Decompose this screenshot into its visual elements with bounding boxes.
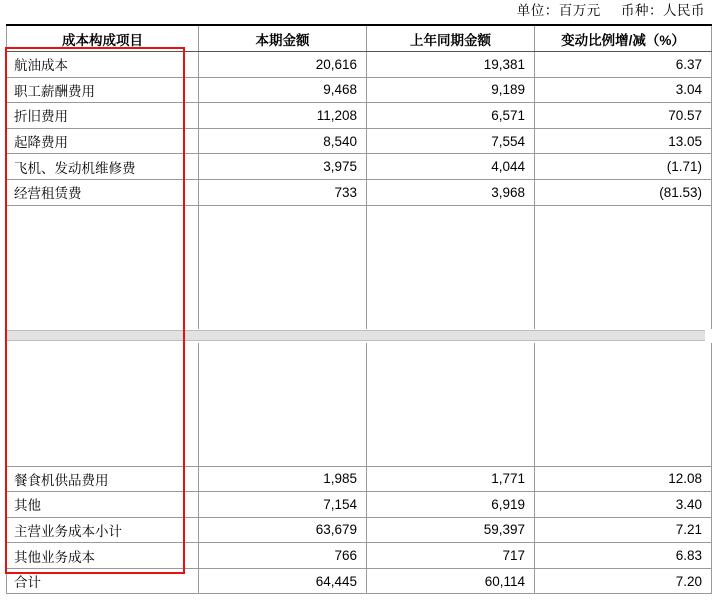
cell-prior: 7,554 [367,128,535,154]
cell-change: 13.05 [535,128,712,154]
cell-prior: 60,114 [367,568,535,594]
cell-item: 飞机、发动机维修费 [7,154,199,180]
cell-item: 航油成本 [7,52,199,78]
cell-prior: 1,771 [367,466,535,492]
cell-item: 经营租赁费 [7,179,199,205]
cell-item: 其他业务成本 [7,543,199,569]
cell-current: 1,985 [199,466,367,492]
column-header-item: 成本构成项目 [7,25,199,52]
cell-current: 9,468 [199,77,367,103]
table-row [7,492,712,518]
cell-change: 3.40 [535,492,712,518]
table-body [7,52,712,594]
column-header-prior: 上年同期金额 [367,25,535,52]
cell-change: 6.37 [535,52,712,78]
column-header-change: 变动比例增/减（%） [535,25,712,52]
blank-row [7,392,712,417]
cell-current: 7,154 [199,492,367,518]
cell-current: 766 [199,543,367,569]
table-row [7,77,712,103]
table-row-total [7,568,712,594]
cell-change: 7.21 [535,517,712,543]
cell-change: 12.08 [535,466,712,492]
cell-item: 起降费用 [7,128,199,154]
blank-row [7,367,712,392]
blank-row [7,230,712,255]
cell-current: 20,616 [199,52,367,78]
cell-item: 餐食机供品费用 [7,466,199,492]
cell-prior: 19,381 [367,52,535,78]
cell-item: 其他 [7,492,199,518]
cell-change: 3.04 [535,77,712,103]
cell-prior: 717 [367,543,535,569]
cell-item: 职工薪酬费用 [7,77,199,103]
page-break-band [5,330,705,341]
cell-change: 7.20 [535,568,712,594]
blank-row [7,343,712,368]
cell-prior: 59,397 [367,517,535,543]
cell-prior: 6,919 [367,492,535,518]
cell-change: (1.71) [535,154,712,180]
blank-row [7,255,712,280]
unit-currency-note [0,0,705,22]
table-row [7,517,712,543]
cell-current: 64,445 [199,568,367,594]
unit-label: 单位：百万元 [516,3,601,18]
cell-current: 8,540 [199,128,367,154]
cell-current: 733 [199,179,367,205]
table-row [7,154,712,180]
blank-row [7,441,712,466]
cell-change: (81.53) [535,179,712,205]
column-header-current: 本期金额 [199,25,367,52]
blank-row [7,205,712,230]
table-header [7,25,712,52]
cell-current: 11,208 [199,103,367,129]
cell-current: 63,679 [199,517,367,543]
cell-prior: 4,044 [367,154,535,180]
table-row [7,103,712,129]
table-row [7,128,712,154]
table-row [7,466,712,492]
cell-item: 合计 [7,568,199,594]
cell-item: 主营业务成本小计 [7,517,199,543]
blank-row [7,279,712,304]
currency-label: 币种：人民币 [621,3,705,18]
blank-row [7,304,712,329]
cell-prior: 3,968 [367,179,535,205]
cell-item: 折旧费用 [7,103,199,129]
cost-composition-table [6,24,712,594]
blank-row [7,416,712,441]
cell-current: 3,975 [199,154,367,180]
cell-change: 6.83 [535,543,712,569]
cell-prior: 9,189 [367,77,535,103]
cell-change: 70.57 [535,103,712,129]
table-header-row [7,25,712,52]
cell-prior: 6,571 [367,103,535,129]
table-row [7,52,712,78]
table-row [7,179,712,205]
table-row [7,543,712,569]
